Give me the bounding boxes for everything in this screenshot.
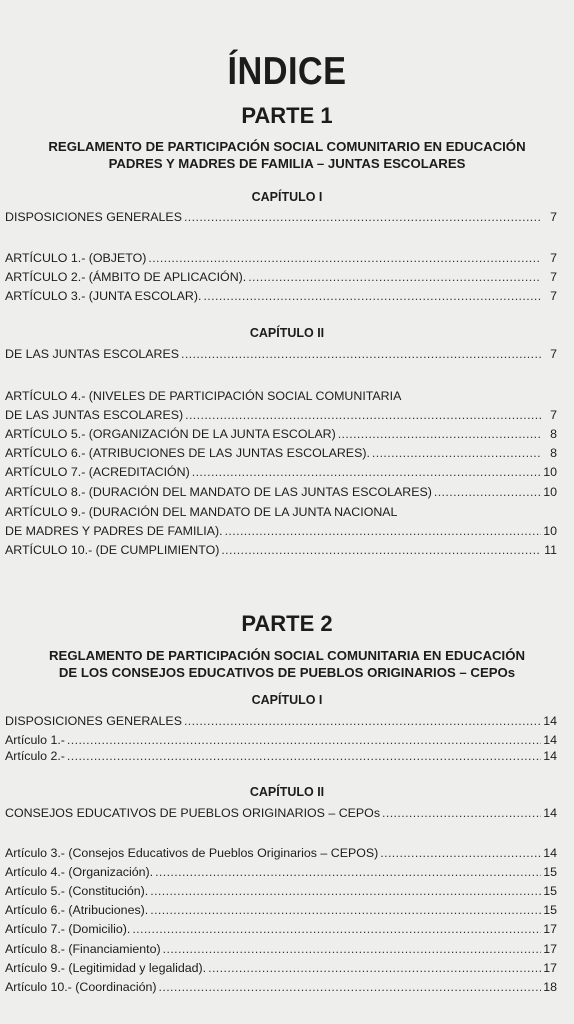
toc-entry xyxy=(5,844,557,861)
leader-dots xyxy=(208,961,541,976)
toc-entry xyxy=(5,483,557,500)
leader-dots xyxy=(372,446,541,461)
toc-entry-page: 14 xyxy=(543,846,557,860)
toc-entry-page: 14 xyxy=(543,806,557,820)
leader-dots xyxy=(67,733,541,748)
leader-dots xyxy=(382,806,541,821)
toc-entry-page: 7 xyxy=(550,210,557,224)
leader-dots xyxy=(163,942,541,957)
leader-dots xyxy=(185,408,541,423)
toc-entry xyxy=(5,940,557,957)
toc-entry xyxy=(5,882,557,899)
leader-dots xyxy=(159,980,541,995)
toc-entry-page: 7 xyxy=(550,270,557,284)
toc-entry-page: 10 xyxy=(543,524,557,538)
toc-entry xyxy=(5,208,557,225)
toc-entry-page: 14 xyxy=(543,733,557,747)
toc-entry-label: Artículo 10.- (Coordinación) xyxy=(5,980,157,994)
leader-dots xyxy=(184,714,541,729)
toc-entry-page: 18 xyxy=(543,980,557,994)
part-1-chapter-1-heading: CAPÍTULO I xyxy=(251,190,323,204)
toc-entry-label: ARTÍCULO 6.- (ATRIBUCIONES DE LAS JUNTAS ESCOLARES). xyxy=(5,446,370,460)
leader-dots xyxy=(221,543,541,558)
toc-entry-label: DE LAS JUNTAS ESCOLARES) xyxy=(5,408,184,422)
leader-dots xyxy=(434,485,541,500)
part-2-subtitle-line-1: REGLAMENTO DE PARTICIPACIÓN SOCIAL COMUNITARIA EN EDUCACIÓN xyxy=(49,648,525,663)
toc-entry-label: ARTÍCULO 1.- (OBJETO) xyxy=(5,251,147,265)
toc-entry-label: ARTÍCULO 7.- (ACREDITACIÓN) xyxy=(5,465,190,479)
toc-entry xyxy=(5,287,557,304)
toc-entry-label: Artículo 9.- (Legitimidad y legalidad). xyxy=(5,961,207,975)
toc-entry-first-line: ARTÍCULO 9.- (DURACIÓN DEL MANDATO DE LA JUNTA NACIONAL xyxy=(5,505,398,519)
toc-entry-first-line: ARTÍCULO 4.- (NIVELES DE PARTICIPACIÓN SOCIAL COMUNITARIA xyxy=(5,389,402,403)
part-2-heading: PARTE 2 xyxy=(241,611,333,636)
toc-entry xyxy=(5,712,557,729)
toc-entry-label: DISPOSICIONES GENERALES xyxy=(5,714,182,728)
leader-dots xyxy=(203,289,541,304)
toc-entry-page: 7 xyxy=(550,251,557,265)
part-2-chapter-1-heading: CAPÍTULO I xyxy=(251,693,323,707)
toc-entry-page: 14 xyxy=(543,749,557,763)
part-2-subtitle-line-2: DE LOS CONSEJOS EDUCATIVOS DE PUEBLOS ORIGINARIOS – CEPOs xyxy=(58,665,516,680)
part-1-subtitle-line-1: REGLAMENTO DE PARTICIPACIÓN SOCIAL COMUNITARIO EN EDUCACIÓN xyxy=(48,139,526,154)
toc-entry-page: 10 xyxy=(543,465,557,479)
toc-entry-page: 7 xyxy=(550,408,557,422)
toc-entry xyxy=(5,425,557,442)
toc-entry-page: 7 xyxy=(550,347,557,361)
toc-entry-label: Artículo 8.- (Financiamiento) xyxy=(5,942,161,956)
toc-entry-page: 8 xyxy=(550,427,557,441)
leader-dots xyxy=(148,251,541,266)
leader-dots xyxy=(380,846,541,861)
toc-entry-label: Artículo 7.- (Domicilio). xyxy=(5,922,131,936)
toc-entry xyxy=(5,804,557,821)
toc-entry-label: Artículo 2.- xyxy=(5,749,65,763)
part-1-subtitle-line-2: PADRES Y MADRES DE FAMILIA – JUNTAS ESCOLARES xyxy=(108,156,466,171)
toc-entry xyxy=(5,959,557,976)
toc-entry-page: 14 xyxy=(543,714,557,728)
toc-entry-page: 11 xyxy=(544,543,557,557)
toc-entry xyxy=(5,541,557,558)
leader-dots xyxy=(225,524,541,539)
part-2-chapter-2-heading: CAPÍTULO II xyxy=(249,785,325,799)
toc-entry-page: 15 xyxy=(543,903,557,917)
toc-entry-label: DE LAS JUNTAS ESCOLARES xyxy=(5,347,179,361)
toc-entry-label: Artículo 3.- (Consejos Educativos de Pueblos Originarios – CEPOS) xyxy=(5,846,379,860)
toc-entry-label: ARTÍCULO 5.- (ORGANIZACIÓN DE LA JUNTA ESCOLAR) xyxy=(5,427,336,441)
leader-dots xyxy=(132,922,541,937)
leader-dots xyxy=(150,903,541,918)
toc-entry-label: ARTÍCULO 8.- (DURACIÓN DEL MANDATO DE LAS JUNTAS ESCOLARES) xyxy=(5,485,432,499)
leader-dots xyxy=(181,347,541,362)
toc-entry-page: 15 xyxy=(543,865,557,879)
toc-entry-label: CONSEJOS EDUCATIVOS DE PUEBLOS ORIGINARIOS – CEPOs xyxy=(5,806,381,820)
toc-entry-label: DE MADRES Y PADRES DE FAMILIA). xyxy=(5,524,223,538)
part-1-chapter-2-heading: CAPÍTULO II xyxy=(249,326,325,340)
toc-entry xyxy=(5,901,557,918)
toc-entry xyxy=(5,920,557,937)
toc-entry xyxy=(5,863,557,880)
leader-dots xyxy=(67,749,541,764)
toc-entry-label: Artículo 5.- (Constitución). xyxy=(5,884,149,898)
leader-dots xyxy=(155,865,541,880)
toc-entry-label: ARTÍCULO 3.- (JUNTA ESCOLAR). xyxy=(5,289,202,303)
toc-entry xyxy=(5,406,557,423)
toc-entry-page: 8 xyxy=(550,446,557,460)
toc-entry xyxy=(5,345,557,362)
toc-entry-label: Artículo 1.- xyxy=(5,733,65,747)
toc-entry-page: 17 xyxy=(543,942,557,956)
toc-entry-label: ARTÍCULO 2.- (ÁMBITO DE APLICACIÓN). xyxy=(5,270,247,284)
toc-entry-page: 17 xyxy=(543,961,557,975)
part-1-heading: PARTE 1 xyxy=(241,103,333,128)
toc-entry-page: 10 xyxy=(543,485,557,499)
toc-entry-page: 15 xyxy=(543,884,557,898)
toc-entry xyxy=(5,463,557,480)
leader-dots xyxy=(248,270,541,285)
toc-entry xyxy=(5,731,557,748)
leader-dots xyxy=(338,427,541,442)
leader-dots xyxy=(184,210,541,225)
toc-entry-label: ARTÍCULO 10.- (DE CUMPLIMIENTO) xyxy=(5,543,220,557)
toc-entry xyxy=(5,268,557,285)
page-title: ÍNDICE xyxy=(227,50,347,93)
leader-dots xyxy=(150,884,541,899)
toc-entry xyxy=(5,747,557,764)
toc-entry-label: Artículo 6.- (Atribuciones). xyxy=(5,903,149,917)
toc-entry-label: Artículo 4.- (Organización). xyxy=(5,865,154,879)
leader-dots xyxy=(192,465,541,480)
toc-entry-page: 17 xyxy=(543,922,557,936)
toc-entry-page: 7 xyxy=(550,289,557,303)
toc-entry-label: DISPOSICIONES GENERALES xyxy=(5,210,182,224)
toc-entry xyxy=(5,249,557,266)
toc-entry xyxy=(5,978,557,995)
toc-entry xyxy=(5,444,557,461)
toc-entry xyxy=(5,522,557,539)
